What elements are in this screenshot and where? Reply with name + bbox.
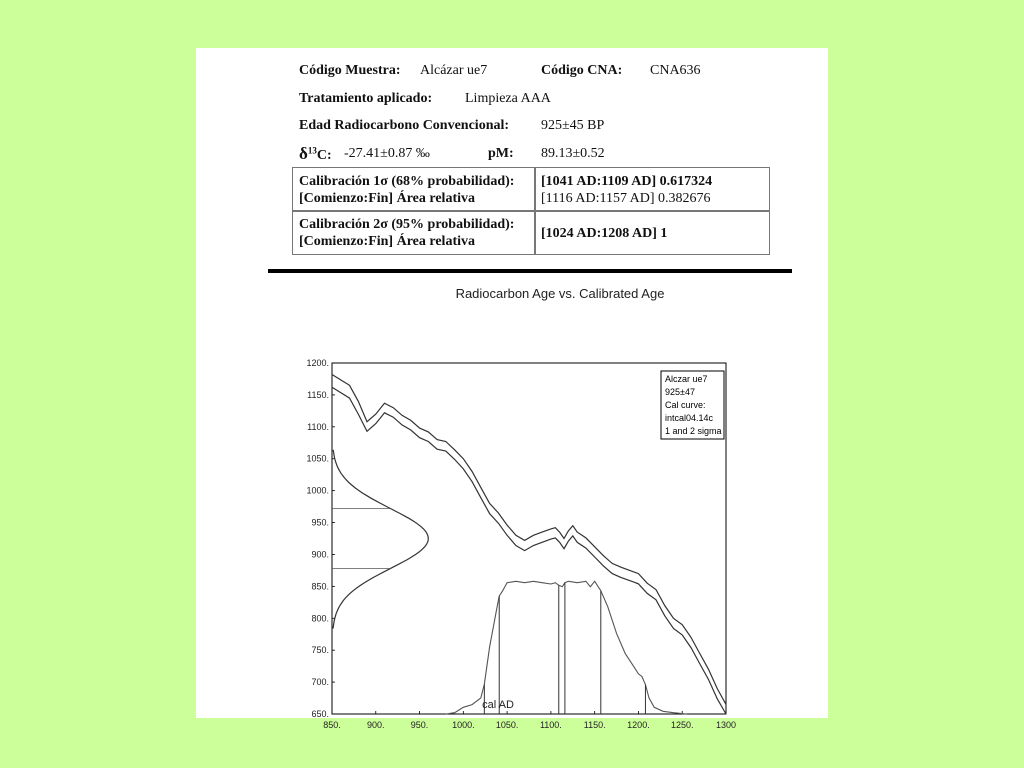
cna-code-value: CNA636 (650, 63, 701, 78)
x-tick-label: 1100. (539, 720, 562, 730)
two-sigma-sublabel: [Comienzo:Fin] Área relativa (299, 234, 475, 249)
delta13c-label: $\delta^{13}C$: (299, 144, 332, 163)
y-tick-label: 850. (311, 581, 329, 592)
y-tick-label: 1100. (307, 421, 329, 432)
x-tick-label: 1250. (670, 720, 694, 730)
legend-line-2: 925±47 (665, 387, 695, 397)
legend-line-5: 1 and 2 sigma (665, 426, 722, 436)
x-tick-label: 1200. (627, 720, 650, 730)
one-sigma-sublabel: [Comienzo:Fin] Área relativa (299, 191, 475, 206)
y-tick-label: 900. (311, 549, 329, 560)
y-tick-label: 950. (311, 517, 329, 528)
y-tick-label: 800. (311, 613, 329, 624)
radiocarbon-age-distribution (333, 450, 428, 629)
chart-title: Radiocarbon Age vs. Calibrated Age (455, 286, 665, 301)
y-tick-label: 700. (311, 677, 329, 688)
y-tick-label: 650. (311, 709, 329, 719)
x-tick-label: 950. (410, 720, 429, 730)
two-sigma-label: Calibración 2σ (95% probabilidad): (299, 217, 515, 232)
legend-line-4: intcal04.14c (665, 413, 714, 423)
x-tick-label: 1150. (583, 720, 606, 730)
y-tick-label: 1000. (306, 485, 329, 496)
pm-value: 89.13±0.52 (541, 146, 605, 161)
x-tick-label: 850. (323, 720, 341, 730)
x-axis-label: cal AD (482, 699, 514, 711)
cna-code-label: Código CNA: (541, 63, 623, 78)
x-tick-label: 1050. (495, 720, 519, 730)
chart-legend (661, 371, 724, 439)
x-tick-label: 1300 (715, 720, 737, 730)
two-sigma-interval-1: [1024 AD:1208 AD] 1 (541, 226, 668, 241)
y-tick-label: 1200. (306, 358, 329, 368)
report-panel (196, 48, 828, 730)
calibration-chart (196, 278, 828, 730)
pm-label: pM: (488, 146, 514, 161)
calibration-table (292, 167, 770, 255)
x-tick-label: 1000. (452, 720, 475, 730)
radiocarbon-age-label: Edad Radiocarbono Convencional: (299, 118, 510, 133)
delta13c-value: -27.41±0.87 ‰ (344, 146, 430, 161)
y-tick-label: 1050. (306, 453, 329, 464)
legend-line-1: Alczar ue7 (665, 374, 708, 384)
horizontal-rule (268, 269, 792, 273)
one-sigma-label: Calibración 1σ (68% probabilidad): (299, 174, 515, 189)
x-tick-label: 900. (367, 720, 385, 730)
sample-code-label: Código Muestra: (299, 63, 401, 78)
sample-code-value: Alcázar ue7 (420, 63, 488, 78)
one-sigma-interval-2: [1116 AD:1157 AD] 0.382676 (541, 191, 711, 206)
legend-line-3: Cal curve: (665, 400, 706, 410)
y-tick-label: 750. (311, 645, 329, 656)
radiocarbon-age-value: 925±45 BP (541, 118, 605, 133)
one-sigma-interval-1: [1041 AD:1109 AD] 0.617324 (541, 174, 713, 189)
y-tick-label: 1150. (307, 389, 329, 400)
treatment-value: Limpieza AAA (465, 91, 551, 106)
calibrated-probability-curve (446, 581, 687, 714)
treatment-label: Tratamiento aplicado: (299, 91, 433, 106)
